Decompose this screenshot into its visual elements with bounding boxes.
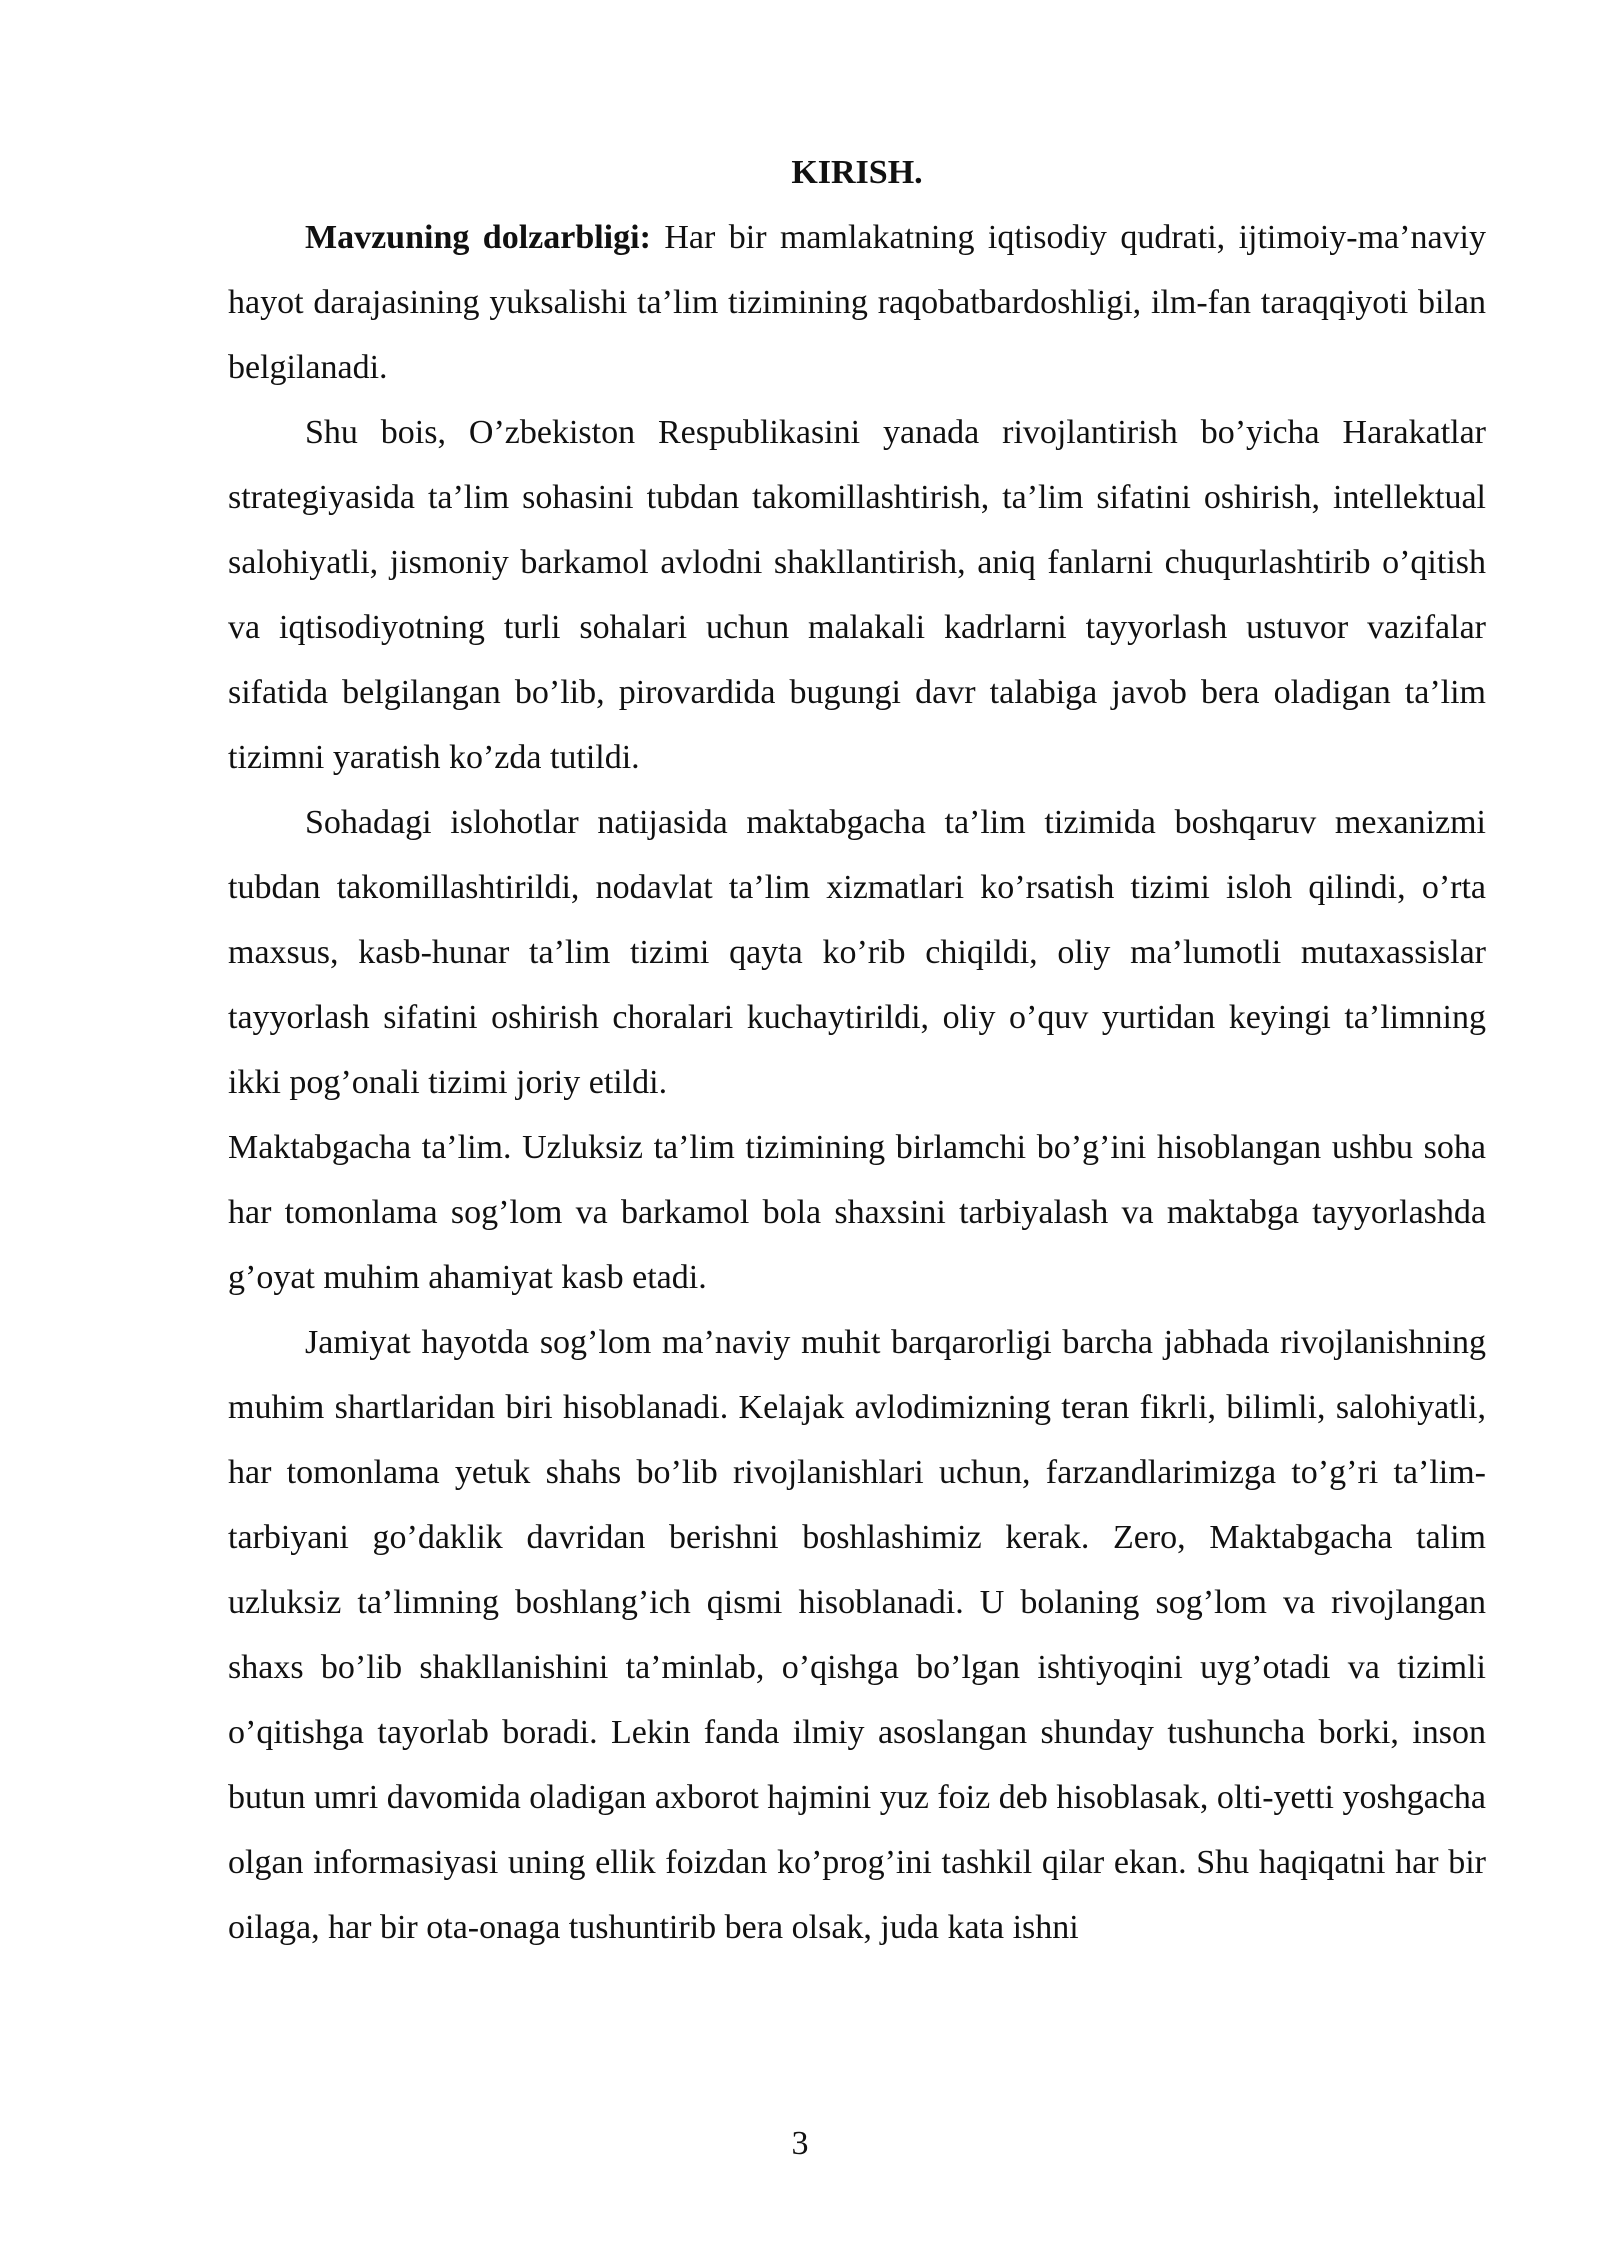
paragraph-text: Har bir mamlakatning iqtisodiy qudrati, ijtimoiy-ma’naviy hayot darajasining yuksalishi ta’lim tizimining raqobatbardoshligi, ilm-fan taraqqiyoti bilan belgilanadi. xyxy=(228,219,1486,386)
document-body xyxy=(228,140,1486,1960)
paragraph-reforms: Sohadagi islohotlar natijasida maktabgacha ta’lim tizimida boshqaruv mexanizmi tubdan takomillashtirildi, nodavlat ta’lim xizmatlari ko’rsatish tizimi isloh qilindi, o’rta maxsus, kasb-hunar ta’lim tizimi qayta ko’rib chiqildi, oliy ma’lumotli mutaxassislar tayyorlash sifatini oshirish choralari kuchaytirildi, oliy o’quv yurtidan keyingi ta’limning ikki pog’onali tizimi joriy etildi. xyxy=(228,804,1486,1101)
paragraph-relevance xyxy=(228,205,1486,400)
page-number: 3 xyxy=(791,2125,809,2162)
paragraph-preschool: Maktabgacha ta’lim. Uzluksiz ta’lim tizimining birlamchi bo’g’ini hisoblangan ushbu soha har tomonlama sog’lom va barkamol bola shaxsini tarbiyalash va maktabga tayyorlashda g’oyat muhim ahamiyat kasb etadi. xyxy=(228,1129,1486,1296)
paragraph-society: Jamiyat hayotda sog’lom ma’naviy muhit barqarorligi barcha jabhada rivojlanishning muhim shartlaridan biri hisoblanadi. Kelajak avlodimizning teran fikrli, bilimli, salohiyatli, har tomonlama yetuk shahs bo’lib rivojlanishlari uchun, farzandlarimizga to’g’ri ta’lim-tarbiyani go’daklik davridan berishni boshlashimiz kerak. Zero, Maktabgacha talim uzluksiz ta’limning boshlang’ich qismi hisoblanadi. U bolaning sog’lom va rivojlangan shaxs bo’lib shakllanishini ta’minlab, o’qishga bo’lgan ishtiyoqini uyg’otadi va tizimli o’qitishga tayorlab boradi. Lekin fanda ilmiy asoslangan shunday tushuncha borki, inson butun umri davomida oladigan axborot hajmini yuz foiz deb hisoblasak, olti-yetti yoshgacha olgan informasiyasi uning ellik foizdan ko’prog’ini tashkil qilar ekan. Shu haqiqatni har bir oilaga, har bir ota-onaga tushuntirib bera olsak, juda kata ishni xyxy=(228,1324,1486,1946)
paragraph-lead: Mavzuning dolzarbligi: xyxy=(305,219,651,256)
paragraph-strategy: Shu bois, O’zbekiston Respublikasini yanada rivojlantirish bo’yicha Harakatlar strategiyasida ta’lim sohasini tubdan takomillashtirish, ta’lim sifatini oshirish, intellektual salohiyatli, jismoniy barkamol avlodni shakllantirish, aniq fanlarni chuqurlashtirib o’qitish va iqtisodiyotning turli sohalari uchun malakali kadrlarni tayyorlash ustuvor vazifalar sifatida belgilangan bo’lib, pirovardida bugungi davr talabiga javob bera oladigan ta’lim tizimni yaratish ko’zda tutildi. xyxy=(228,414,1486,776)
section-title: KIRISH. xyxy=(791,154,923,191)
